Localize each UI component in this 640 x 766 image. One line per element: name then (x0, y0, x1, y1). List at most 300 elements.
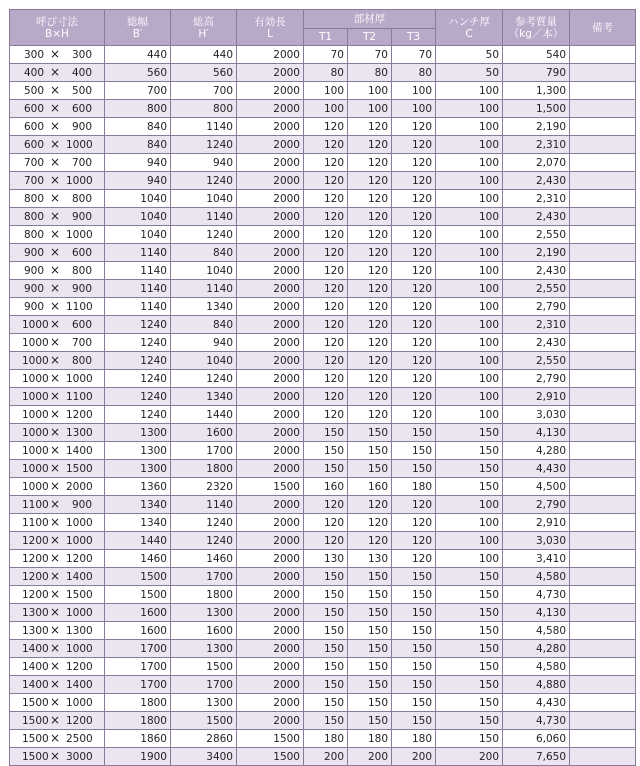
cell-length: 2000 (237, 226, 304, 244)
cell-remarks (570, 352, 636, 370)
cell-width: 1140 (105, 244, 171, 262)
table-row (10, 172, 636, 190)
header-length (237, 10, 304, 46)
cell-height: 1440 (171, 406, 237, 424)
cell-height: 1040 (171, 190, 237, 208)
cell-t1: 120 (304, 406, 348, 424)
size-h: 1300 (66, 427, 93, 439)
cell-haunch: 50 (436, 46, 503, 64)
header-length-label: 有効長 (254, 15, 286, 28)
cell-width: 1900 (105, 748, 171, 766)
cell-t2: 150 (348, 460, 392, 478)
cell-size (10, 496, 105, 514)
header-height (171, 10, 237, 46)
cell-mass: 540 (503, 46, 570, 64)
cell-remarks (570, 496, 636, 514)
cell-t3: 70 (392, 46, 436, 64)
cell-mass: 7,650 (503, 748, 570, 766)
cell-height: 800 (171, 100, 237, 118)
cell-length: 2000 (237, 406, 304, 424)
size-times: × (49, 479, 61, 493)
table-row (10, 622, 636, 640)
cell-t2: 200 (348, 748, 392, 766)
size-b: 1200 (22, 535, 49, 547)
size-b: 600 (23, 139, 44, 151)
cell-t1: 120 (304, 226, 348, 244)
size-h: 1400 (66, 445, 93, 457)
cell-height: 440 (171, 46, 237, 64)
cell-height: 1300 (171, 604, 237, 622)
cell-t1: 120 (304, 154, 348, 172)
cell-mass: 3,030 (503, 532, 570, 550)
table-row (10, 46, 636, 64)
size-b: 1400 (22, 679, 49, 691)
header-mass-sub: （kg／本） (508, 27, 564, 40)
size-times: × (49, 731, 61, 745)
cell-length: 2000 (237, 442, 304, 460)
cell-t1: 120 (304, 244, 348, 262)
cell-width: 1700 (105, 640, 171, 658)
table-row (10, 100, 636, 118)
cell-remarks (570, 442, 636, 460)
table-row (10, 82, 636, 100)
size-times: × (49, 407, 61, 421)
header-length-sub: L (267, 27, 273, 40)
cell-mass: 4,580 (503, 622, 570, 640)
cell-t2: 150 (348, 424, 392, 442)
cell-haunch: 100 (436, 172, 503, 190)
cell-size (10, 352, 105, 370)
cell-size (10, 478, 105, 496)
size-times: × (49, 641, 61, 655)
cell-size (10, 370, 105, 388)
size-times: × (49, 155, 61, 169)
size-h: 800 (71, 355, 92, 367)
cell-t1: 120 (304, 316, 348, 334)
cell-t2: 120 (348, 514, 392, 532)
cell-t3: 120 (392, 370, 436, 388)
cell-t1: 120 (304, 496, 348, 514)
size-b: 700 (23, 157, 44, 169)
cell-width: 1300 (105, 424, 171, 442)
cell-remarks (570, 532, 636, 550)
size-h: 900 (71, 283, 92, 295)
cell-t3: 150 (392, 676, 436, 694)
size-times: × (49, 551, 61, 565)
cell-height: 1800 (171, 586, 237, 604)
cell-remarks (570, 622, 636, 640)
cell-t1: 120 (304, 352, 348, 370)
cell-mass: 4,280 (503, 640, 570, 658)
cell-t1: 150 (304, 424, 348, 442)
cell-haunch: 150 (436, 478, 503, 496)
size-h: 700 (71, 337, 92, 349)
size-times: × (49, 263, 61, 277)
cell-t2: 150 (348, 568, 392, 586)
size-b: 1000 (22, 391, 49, 403)
cell-width: 1340 (105, 514, 171, 532)
cell-t1: 120 (304, 262, 348, 280)
cell-t3: 120 (392, 208, 436, 226)
cell-t2: 120 (348, 352, 392, 370)
cell-t2: 120 (348, 496, 392, 514)
cell-haunch: 150 (436, 442, 503, 460)
size-b: 1400 (22, 643, 49, 655)
cell-height: 1300 (171, 640, 237, 658)
header-size (10, 10, 105, 46)
size-h: 1500 (66, 463, 93, 475)
cell-mass: 2,910 (503, 514, 570, 532)
cell-size (10, 694, 105, 712)
cell-size (10, 172, 105, 190)
cell-mass: 2,910 (503, 388, 570, 406)
cell-size (10, 460, 105, 478)
cell-t1: 150 (304, 640, 348, 658)
header-t2: T2 (348, 29, 392, 46)
size-b: 1400 (22, 661, 49, 673)
table-row (10, 208, 636, 226)
cell-haunch: 150 (436, 586, 503, 604)
cell-height: 1700 (171, 442, 237, 460)
table-row (10, 604, 636, 622)
cell-size (10, 208, 105, 226)
cell-mass: 4,730 (503, 586, 570, 604)
cell-mass: 2,310 (503, 316, 570, 334)
cell-size (10, 388, 105, 406)
cell-mass: 2,430 (503, 172, 570, 190)
cell-remarks (570, 550, 636, 568)
table-row (10, 676, 636, 694)
cell-haunch: 100 (436, 262, 503, 280)
cell-mass: 2,430 (503, 334, 570, 352)
cell-t2: 120 (348, 136, 392, 154)
table-header (10, 10, 636, 46)
cell-mass: 2,310 (503, 136, 570, 154)
header-size-label: 呼び寸法 (36, 15, 78, 28)
size-b: 600 (23, 103, 44, 115)
cell-remarks (570, 244, 636, 262)
cell-t2: 100 (348, 82, 392, 100)
cell-mass: 4,580 (503, 568, 570, 586)
size-times: × (49, 659, 61, 673)
cell-haunch: 100 (436, 118, 503, 136)
table-body (10, 46, 636, 766)
cell-t2: 100 (348, 100, 392, 118)
size-h: 3000 (66, 751, 93, 763)
cell-size (10, 658, 105, 676)
cell-t3: 120 (392, 316, 436, 334)
cell-length: 2000 (237, 118, 304, 136)
cell-t1: 150 (304, 694, 348, 712)
cell-t3: 120 (392, 118, 436, 136)
cell-length: 2000 (237, 352, 304, 370)
cell-t2: 150 (348, 712, 392, 730)
cell-t1: 100 (304, 82, 348, 100)
cell-haunch: 150 (436, 658, 503, 676)
cell-mass: 4,880 (503, 676, 570, 694)
cell-t3: 150 (392, 622, 436, 640)
table-row (10, 694, 636, 712)
cell-t1: 150 (304, 604, 348, 622)
cell-remarks (570, 568, 636, 586)
cell-t2: 120 (348, 532, 392, 550)
cell-remarks (570, 190, 636, 208)
size-h: 700 (71, 157, 92, 169)
cell-t1: 150 (304, 676, 348, 694)
size-times: × (49, 227, 61, 241)
cell-height: 1240 (171, 514, 237, 532)
size-times: × (49, 569, 61, 583)
size-h: 300 (71, 49, 92, 61)
size-h: 1000 (66, 607, 93, 619)
table-row (10, 658, 636, 676)
cell-height: 1300 (171, 694, 237, 712)
cell-mass: 2,550 (503, 226, 570, 244)
cell-t3: 150 (392, 712, 436, 730)
cell-width: 840 (105, 118, 171, 136)
cell-width: 1240 (105, 352, 171, 370)
cell-remarks (570, 712, 636, 730)
cell-height: 940 (171, 154, 237, 172)
cell-haunch: 100 (436, 352, 503, 370)
cell-width: 940 (105, 172, 171, 190)
size-h: 1000 (66, 229, 93, 241)
size-h: 1200 (66, 553, 93, 565)
size-h: 2500 (66, 733, 93, 745)
table-row (10, 370, 636, 388)
cell-t2: 120 (348, 280, 392, 298)
size-b: 1200 (22, 553, 49, 565)
cell-remarks (570, 676, 636, 694)
cell-height: 560 (171, 64, 237, 82)
size-times: × (49, 191, 61, 205)
cell-remarks (570, 370, 636, 388)
size-b: 600 (23, 121, 44, 133)
cell-size (10, 748, 105, 766)
size-b: 1000 (22, 337, 49, 349)
cell-height: 2860 (171, 730, 237, 748)
size-b: 400 (23, 67, 44, 79)
cell-width: 840 (105, 136, 171, 154)
cell-height: 940 (171, 334, 237, 352)
size-b: 1500 (22, 733, 49, 745)
table-row (10, 118, 636, 136)
cell-height: 1140 (171, 118, 237, 136)
cell-height: 1700 (171, 676, 237, 694)
cell-remarks (570, 154, 636, 172)
cell-t3: 150 (392, 442, 436, 460)
cell-t3: 150 (392, 586, 436, 604)
cell-haunch: 100 (436, 370, 503, 388)
cell-mass: 4,130 (503, 604, 570, 622)
cell-t2: 150 (348, 586, 392, 604)
size-b: 1100 (22, 517, 49, 529)
size-times: × (49, 533, 61, 547)
cell-t2: 120 (348, 172, 392, 190)
cell-length: 2000 (237, 604, 304, 622)
table-row (10, 262, 636, 280)
cell-remarks (570, 82, 636, 100)
cell-t1: 120 (304, 388, 348, 406)
cell-t1: 150 (304, 712, 348, 730)
cell-length: 2000 (237, 64, 304, 82)
cell-remarks (570, 118, 636, 136)
size-b: 1300 (22, 607, 49, 619)
table-row (10, 406, 636, 424)
table-row (10, 550, 636, 568)
size-times: × (49, 443, 61, 457)
cell-length: 2000 (237, 262, 304, 280)
size-b: 900 (23, 265, 44, 277)
size-times: × (49, 749, 61, 763)
size-b: 300 (23, 49, 44, 61)
size-times: × (49, 497, 61, 511)
header-thickness: 部材厚 (304, 10, 436, 29)
cell-haunch: 100 (436, 226, 503, 244)
cell-width: 1040 (105, 190, 171, 208)
cell-size (10, 532, 105, 550)
cell-t3: 150 (392, 424, 436, 442)
cell-haunch: 150 (436, 712, 503, 730)
cell-haunch: 100 (436, 280, 503, 298)
cell-height: 1700 (171, 568, 237, 586)
cell-width: 1040 (105, 208, 171, 226)
size-times: × (49, 677, 61, 691)
size-times: × (49, 425, 61, 439)
cell-width: 560 (105, 64, 171, 82)
cell-t3: 120 (392, 550, 436, 568)
cell-t3: 120 (392, 190, 436, 208)
table-row (10, 514, 636, 532)
cell-width: 1500 (105, 586, 171, 604)
size-b: 1000 (22, 481, 49, 493)
cell-haunch: 150 (436, 460, 503, 478)
cell-t2: 120 (348, 406, 392, 424)
cell-t2: 120 (348, 190, 392, 208)
size-h: 2000 (66, 481, 93, 493)
cell-t1: 150 (304, 460, 348, 478)
cell-remarks (570, 424, 636, 442)
cell-remarks (570, 100, 636, 118)
size-times: × (49, 623, 61, 637)
cell-width: 1800 (105, 694, 171, 712)
cell-size (10, 46, 105, 64)
cell-t2: 150 (348, 694, 392, 712)
header-haunch (436, 10, 503, 46)
size-times: × (49, 461, 61, 475)
cell-mass: 4,280 (503, 442, 570, 460)
cell-size (10, 550, 105, 568)
cell-width: 1340 (105, 496, 171, 514)
cell-remarks (570, 136, 636, 154)
cell-length: 2000 (237, 514, 304, 532)
cell-width: 1500 (105, 568, 171, 586)
cell-height: 1800 (171, 460, 237, 478)
size-b: 1000 (22, 427, 49, 439)
cell-t3: 120 (392, 262, 436, 280)
cell-remarks (570, 46, 636, 64)
size-times: × (49, 335, 61, 349)
size-times: × (49, 83, 61, 97)
cell-t1: 70 (304, 46, 348, 64)
cell-length: 2000 (237, 244, 304, 262)
cell-t2: 150 (348, 640, 392, 658)
cell-haunch: 100 (436, 334, 503, 352)
cell-size (10, 118, 105, 136)
cell-size (10, 442, 105, 460)
table-row (10, 226, 636, 244)
size-times: × (49, 281, 61, 295)
cell-t3: 120 (392, 532, 436, 550)
cell-t1: 100 (304, 100, 348, 118)
cell-t2: 120 (348, 334, 392, 352)
cell-width: 1700 (105, 676, 171, 694)
cell-mass: 4,580 (503, 658, 570, 676)
cell-t1: 130 (304, 550, 348, 568)
cell-height: 3400 (171, 748, 237, 766)
size-h: 1000 (66, 643, 93, 655)
cell-length: 2000 (237, 370, 304, 388)
cell-t3: 120 (392, 352, 436, 370)
cell-height: 1140 (171, 496, 237, 514)
cell-remarks (570, 694, 636, 712)
header-width-sub: B′ (132, 27, 143, 40)
cell-size (10, 64, 105, 82)
cell-t1: 120 (304, 118, 348, 136)
size-times: × (49, 353, 61, 367)
cell-mass: 2,550 (503, 352, 570, 370)
cell-length: 2000 (237, 424, 304, 442)
cell-remarks (570, 478, 636, 496)
size-b: 500 (23, 85, 44, 97)
cell-mass: 1,300 (503, 82, 570, 100)
cell-remarks (570, 208, 636, 226)
table-row (10, 298, 636, 316)
cell-length: 2000 (237, 46, 304, 64)
cell-size (10, 676, 105, 694)
cell-t3: 120 (392, 280, 436, 298)
table-row (10, 136, 636, 154)
cell-width: 1140 (105, 280, 171, 298)
cell-length: 2000 (237, 532, 304, 550)
cell-t3: 120 (392, 226, 436, 244)
cell-t3: 120 (392, 172, 436, 190)
size-h: 900 (71, 121, 92, 133)
cell-size (10, 406, 105, 424)
cell-t3: 120 (392, 334, 436, 352)
size-times: × (49, 209, 61, 223)
cell-size (10, 586, 105, 604)
cell-t3: 150 (392, 604, 436, 622)
cell-width: 1860 (105, 730, 171, 748)
cell-haunch: 150 (436, 424, 503, 442)
cell-t3: 120 (392, 388, 436, 406)
size-h: 1000 (66, 139, 93, 151)
size-times: × (49, 173, 61, 187)
cell-t2: 120 (348, 208, 392, 226)
table-row (10, 334, 636, 352)
size-times: × (49, 65, 61, 79)
cell-t2: 120 (348, 226, 392, 244)
cell-height: 1600 (171, 622, 237, 640)
cell-length: 2000 (237, 676, 304, 694)
cell-size (10, 100, 105, 118)
cell-height: 1240 (171, 532, 237, 550)
cell-width: 1300 (105, 460, 171, 478)
cell-height: 1500 (171, 658, 237, 676)
cell-remarks (570, 316, 636, 334)
cell-mass: 4,130 (503, 424, 570, 442)
